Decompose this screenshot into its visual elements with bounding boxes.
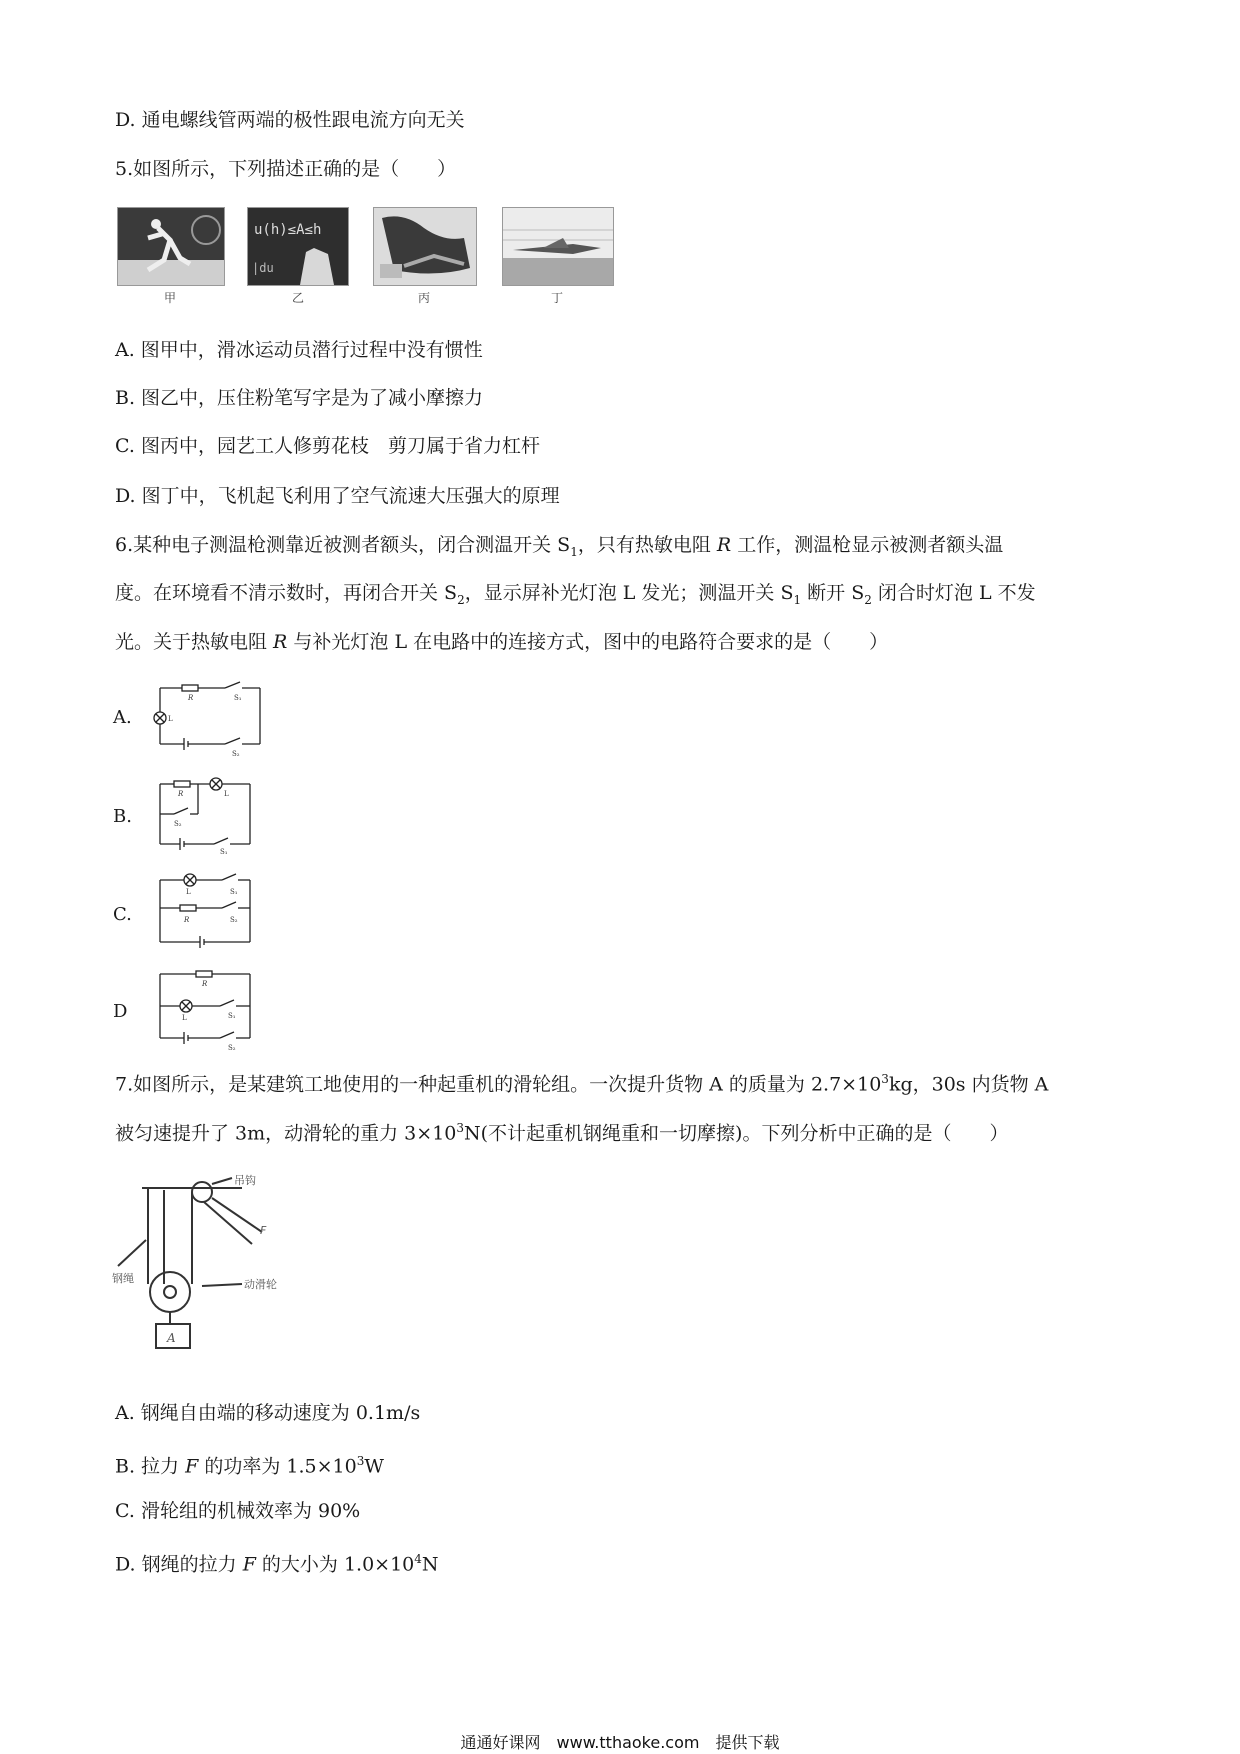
label-force-f: F bbox=[260, 1224, 267, 1237]
label-r: R bbox=[188, 694, 194, 702]
label-s2: S₂ bbox=[232, 750, 240, 756]
q6-option-c-label: C. bbox=[113, 904, 132, 925]
label-s2: S₂ bbox=[174, 820, 182, 828]
label-r: R bbox=[202, 980, 208, 988]
q6-circuit-c bbox=[150, 868, 260, 952]
q7-option-d: D. 钢绳的拉力 F 的大小为 $1.0\times 10^4N$ bbox=[115, 1552, 439, 1576]
q6-option-b-label: B. bbox=[113, 806, 132, 827]
q5-option-d: D. 图丁中，飞机起飞利用了空气流速大压强大的原理 bbox=[115, 485, 560, 507]
label-s1: S₁ bbox=[228, 1012, 236, 1020]
q6-circuit-b bbox=[150, 772, 260, 854]
svg-text:|du: |du bbox=[252, 261, 274, 275]
label-s1: S₁ bbox=[234, 694, 242, 702]
label-s1: S₁ bbox=[220, 848, 228, 854]
q7-stem-line2: 被匀速提升了 3m，动滑轮的重力 $3\times 10^3N$(不计起重机钢绳重和一切摩擦)。下列分析中正确的是（ ） bbox=[115, 1121, 1009, 1145]
page-footer: 通通好课网 www.tthaoke.com 提供下载 bbox=[460, 1733, 780, 1752]
caption-ding: 丁 bbox=[551, 291, 564, 305]
q4-option-d: D. 通电螺线管两端的极性跟电流方向无关 bbox=[115, 109, 465, 131]
label-s1: S₁ bbox=[230, 888, 238, 896]
photo-bing bbox=[373, 207, 477, 286]
label-l: L bbox=[182, 1014, 187, 1022]
q7-option-a: A. 钢绳自由端的移动速度为 0.1m/s bbox=[115, 1402, 421, 1424]
q6-stem-line3: 光。关于热敏电阻 R 与补光灯泡 L 在电路中的连接方式，图中的电路符合要求的是（ ） bbox=[115, 631, 889, 653]
label-moving-pulley: 动滑轮 bbox=[244, 1278, 277, 1291]
q6-circuit-d bbox=[150, 962, 260, 1050]
q5-option-b: B. 图乙中，压住粉笔写字是为了减小摩擦力 bbox=[115, 387, 484, 409]
q7-stem-line1: 7.如图所示，是某建筑工地使用的一种起重机的滑轮组。一次提升货物 A 的质量为 $2.7\times 10^3kg$，30s 内货物 A bbox=[115, 1072, 1049, 1096]
label-l: L bbox=[224, 790, 229, 798]
q5-option-a: A. 图甲中，滑冰运动员潜行过程中没有惯性 bbox=[115, 339, 483, 361]
label-s2: S₂ bbox=[228, 1044, 236, 1050]
label-s2: S₂ bbox=[230, 916, 238, 924]
label-steel-rope: 钢绳 bbox=[112, 1272, 134, 1285]
q6-option-a-label: A. bbox=[113, 707, 132, 728]
q6-circuit-a bbox=[150, 676, 270, 756]
caption-jia: 甲 bbox=[164, 291, 177, 305]
q7-option-c: C. 滑轮组的机械效率为 90% bbox=[115, 1500, 361, 1522]
label-hook: 吊钩 bbox=[234, 1174, 256, 1187]
photo-yi bbox=[247, 207, 349, 286]
label-r: R bbox=[178, 790, 184, 798]
label-cargo-a: A bbox=[167, 1331, 176, 1345]
q7-pulley-figure bbox=[112, 1174, 292, 1352]
q6-option-d-label: D bbox=[113, 1001, 128, 1022]
q5-option-c: C. 图丙中，园艺工人修剪花枝 剪刀属于省力杠杆 bbox=[115, 435, 540, 457]
svg-text:u(h)≤A≤h: u(h)≤A≤h bbox=[254, 222, 322, 238]
photo-ding bbox=[502, 207, 614, 286]
label-l: L bbox=[186, 888, 191, 896]
q6-stem-line2: 度。在环境看不清示数时，再闭合开关 $S_2$，显示屏补光灯泡 L 发光；测温开关 $S_1$ 断开 $S_2$ 闭合时灯泡 L 不发 bbox=[115, 582, 1036, 607]
q7-option-b: B. 拉力 F 的功率为 $1.5\times 10^3W$ bbox=[115, 1454, 384, 1478]
caption-bing: 丙 bbox=[418, 291, 431, 305]
q5-stem: 5.如图所示，下列描述正确的是（ ） bbox=[115, 158, 457, 180]
caption-yi: 乙 bbox=[292, 291, 305, 305]
label-l: L bbox=[168, 715, 173, 723]
q6-stem-line1: 6.某种电子测温枪测靠近被测者额头，闭合测温开关 $S_1$，只有热敏电阻 R 工作，测温枪显示被测者额头温 bbox=[115, 534, 1004, 559]
photo-jia bbox=[117, 207, 225, 286]
label-r: R bbox=[184, 916, 190, 924]
